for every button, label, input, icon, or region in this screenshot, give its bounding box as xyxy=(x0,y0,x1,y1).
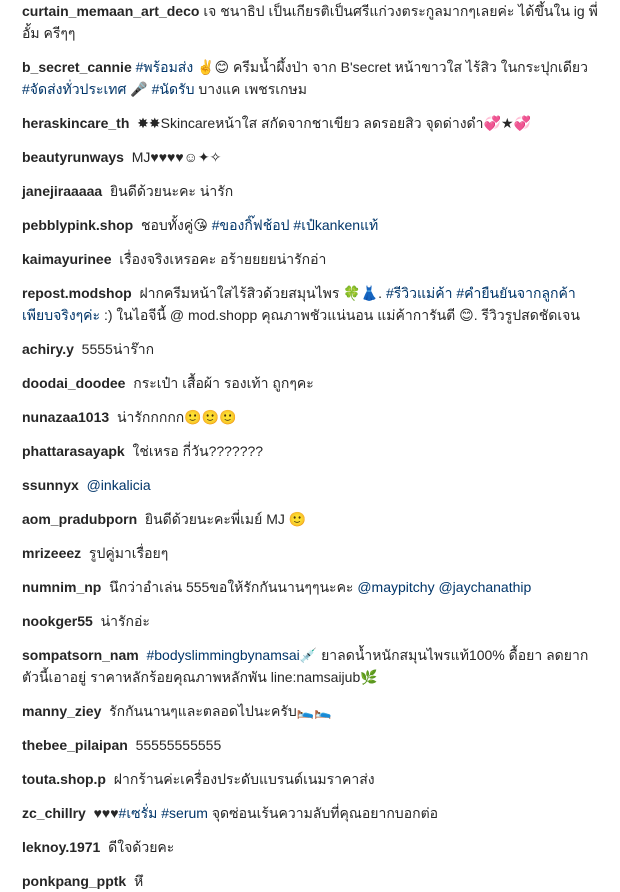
comment-item xyxy=(22,542,602,564)
comment-text: :) ในไอจีนี้ @ mod.shopp คุณภาพชัวแน่นอน แม่ค้าการันตี 😊. รีวิวรูปสดชัดเจน xyxy=(100,307,580,323)
comment-username-link[interactable]: phattarasayapk xyxy=(22,443,125,459)
comment-text: ✸✸Skincareหน้าใส สกัดจากชาเขียว ลดรอยสิว จุดด่างดำ💞★💞 xyxy=(133,115,531,131)
comment-item xyxy=(22,700,602,722)
comment-text: ฝากครีมหน้าใสไร้สิวด้วยสมุนไพร 🍀👗. xyxy=(135,285,386,301)
comment-text: นึกว่าอำเล่น 555ขอให้รักกันนานๆๆนะคะ xyxy=(105,579,358,595)
comment-item xyxy=(22,610,602,632)
comment-username-link[interactable]: numnim_np xyxy=(22,579,102,595)
comment-text: ดีใจด้วยคะ xyxy=(104,839,175,855)
comment-username-link[interactable]: achiry.y xyxy=(22,341,74,357)
comment-username-link[interactable]: ssunnyx xyxy=(22,477,79,493)
comment-text: จุดซ่อนเร้นความลับที่คุณอยากบอกต่อ xyxy=(207,805,439,821)
comment-text: เรื่องจริงเหรอคะ อร้ายยยยน่ารักอ่า xyxy=(115,251,327,267)
comment-username-link[interactable]: touta.shop.p xyxy=(22,771,106,787)
hashtag-link[interactable]: #serum xyxy=(161,805,208,821)
comment-text: น่ารักอ่ะ xyxy=(96,613,150,629)
comment-item xyxy=(22,282,602,326)
comment-item xyxy=(22,146,602,168)
comment-item xyxy=(22,870,602,892)
comment-text: ยินดีด้วยนะคะพี่เมย์ MJ 🙂 xyxy=(141,511,307,527)
comment-text: หึ xyxy=(130,873,144,889)
comment-item xyxy=(22,0,602,44)
comment-text: ฝากร้านค่ะเครื่องประดับแบรนด์เนมราคาส่ง xyxy=(109,771,375,787)
comment-item xyxy=(22,406,602,428)
comment-username-link[interactable]: ponkpang_pptk xyxy=(22,873,127,889)
comment-username-link[interactable]: kaimayurinee xyxy=(22,251,112,267)
comment-text: รูปคู่มาเรื่อยๆ xyxy=(85,545,169,561)
comment-username-link[interactable]: zc_chillry xyxy=(22,805,86,821)
comment-item xyxy=(22,248,602,270)
comment-text: ✌️😊 ครีมน้ำผึ้งป่า จาก B'secret หน้าขาวใส ไร้สิว ในกระปุกเดียว xyxy=(193,59,592,75)
comment-item xyxy=(22,508,602,530)
comment-username-link[interactable]: b_secret_cannie xyxy=(22,59,132,75)
comment-text: กระเป๋า เสื้อผ้า รองเท้า ถูกๆคะ xyxy=(129,375,314,391)
comment-text: ยินดีด้วยนะคะ น่ารัก xyxy=(106,183,234,199)
comment-username-link[interactable]: nookger55 xyxy=(22,613,93,629)
comment-text: ใช่เหรอ กี่วัน??????? xyxy=(128,443,264,459)
hashtag-link[interactable]: #รีวิวแม่ค้า xyxy=(385,285,453,301)
comment-item xyxy=(22,576,602,598)
comment-item xyxy=(22,474,602,496)
comment-text: บางแค เพชรเกษม xyxy=(194,81,307,97)
comment-username-link[interactable]: nunazaa1013 xyxy=(22,409,110,425)
comment-username-link[interactable]: aom_pradubporn xyxy=(22,511,138,527)
mention-link[interactable]: @maypitchy xyxy=(357,579,435,595)
comment-username-link[interactable]: doodai_doodee xyxy=(22,375,126,391)
comment-username-link[interactable]: beautyrunways xyxy=(22,149,124,165)
comment-item xyxy=(22,836,602,858)
comment-text: MJ♥♥♥♥☺✦✧ xyxy=(127,149,222,165)
mention-link[interactable]: @jaychanathip xyxy=(438,579,532,595)
comment-username-link[interactable]: curtain_memaan_art_deco xyxy=(22,3,200,19)
comment-username-link[interactable]: leknoy.1971 xyxy=(22,839,101,855)
mention-link[interactable]: @inkalicia xyxy=(86,477,151,493)
comment-item xyxy=(22,644,602,688)
comment-text: น่ารักกกกก🙂🙂🙂 xyxy=(113,409,237,425)
comment-username-link[interactable]: heraskincare_th xyxy=(22,115,130,131)
comment-item xyxy=(22,734,602,756)
hashtag-link[interactable]: #bodyslimmingbynamsai xyxy=(146,647,300,663)
comment-text: ♥♥♥ xyxy=(89,805,119,821)
hashtag-link[interactable]: #เซรั่ม xyxy=(118,805,158,821)
comment-username-link[interactable]: manny_ziey xyxy=(22,703,102,719)
hashtag-link[interactable]: #พร้อมส่ง xyxy=(135,59,194,75)
comment-item xyxy=(22,440,602,462)
comment-text: รักกันนานๆและตลอดไปนะครับ🛌🛌 xyxy=(105,703,332,719)
hashtag-link[interactable]: #เป๋kankenแท้ xyxy=(293,217,379,233)
hashtag-link[interactable]: #จัดส่งทั่วประเทศ xyxy=(22,81,127,97)
comment-item xyxy=(22,180,602,202)
comment-text: 🎤 xyxy=(126,81,152,97)
comment-item xyxy=(22,112,602,134)
comment-text: 5555น่าร๊าก xyxy=(77,341,155,357)
comment-item xyxy=(22,372,602,394)
comment-item xyxy=(22,214,602,236)
comment-text: ชอบทั้งคู่😘 xyxy=(137,217,212,233)
comment-text: เจ ชนาธิป เป็นเกียรติเป็นศรีแก่วงตระกูลมากๆเลยค่ะ ได้ขึ้นใน ig พี่อั้ม ครีๆๆ xyxy=(22,3,598,41)
comment-username-link[interactable]: pebblypink.shop xyxy=(22,217,134,233)
hashtag-link[interactable]: #คำยืนยันจากลูกค้าเพียบจริงๆค่ะ xyxy=(22,285,576,323)
comment-username-link[interactable]: repost.modshop xyxy=(22,285,132,301)
comment-item xyxy=(22,56,602,100)
comment-username-link[interactable]: mrizeeez xyxy=(22,545,82,561)
comment-item xyxy=(22,802,602,824)
comment-username-link[interactable]: janejiraaaaa xyxy=(22,183,103,199)
comment-username-link[interactable]: sompatsorn_nam xyxy=(22,647,139,663)
hashtag-link[interactable]: #ของกิ๊ฟช้อป xyxy=(211,217,290,233)
comment-item xyxy=(22,768,602,790)
comment-username-link[interactable]: thebee_pilaipan xyxy=(22,737,128,753)
hashtag-link[interactable]: #นัดรับ xyxy=(151,81,195,97)
comment-text: 💉 ยาลดน้ำหนักสมุนไพรแท้100% ดื้อยา ลดยาก ตัวนี้เอาอยู่ ราคาหลักร้อยคุณภาพหลักพัน line:namsaijub🌿 xyxy=(22,647,593,685)
comment-text: 55555555555 xyxy=(131,737,222,753)
comment-item xyxy=(22,338,602,360)
